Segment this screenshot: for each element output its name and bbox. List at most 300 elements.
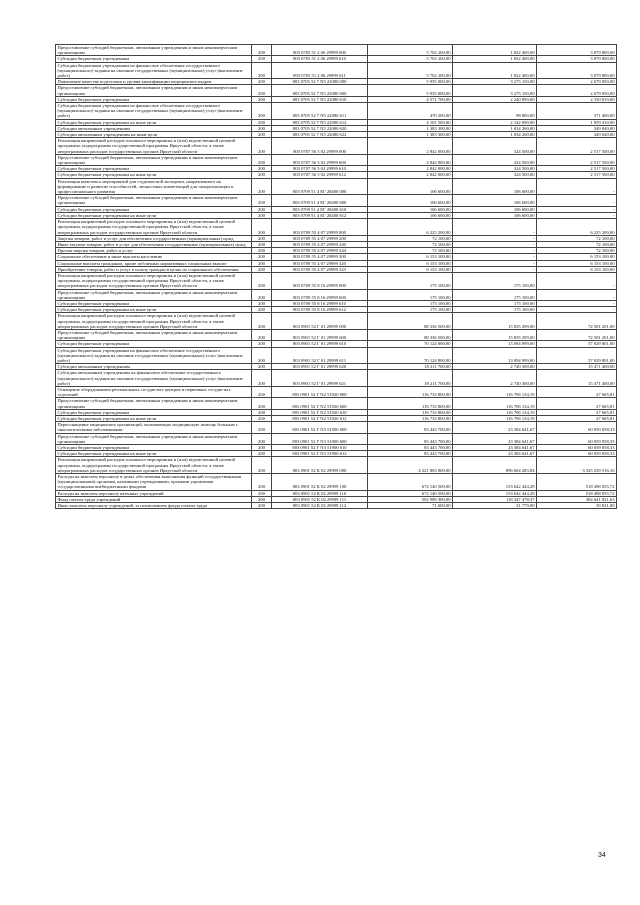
row-name-cell: Субсидии бюджетным учреждениям на иные цели [56, 307, 252, 313]
row-sum-remaining-cell: 72 100,00 [537, 235, 617, 241]
row-kbk-cell: 803 0707 56 5 02 29999 610 [272, 166, 368, 172]
row-name-cell: Предоставление субсидий бюджетным, автономным учреждениям и иным некоммерческим организациям [56, 154, 252, 165]
row-sum-remaining-cell: 60 059 058,33 [537, 445, 617, 451]
row-sum-executed-cell: 153 642 444,28 [453, 490, 537, 496]
table-row [56, 241, 617, 247]
row-sum-plan-cell: 175 100,00 [368, 289, 453, 300]
row-ved-cell: 200 [252, 206, 272, 212]
row-sum-executed-cell: 13 094 999,00 [453, 347, 537, 364]
table-row [56, 347, 617, 364]
table-row [56, 329, 617, 340]
row-sum-executed-cell: 175 100,00 [453, 307, 537, 313]
row-kbk-cell: 803 0705 51 2 06 29999 610 [272, 56, 368, 62]
row-ved-cell: 200 [252, 56, 272, 62]
row-sum-remaining-cell: - [537, 289, 617, 300]
row-ved-cell: 200 [252, 138, 272, 155]
table-row [56, 451, 617, 457]
row-sum-plan-cell: 672 140 500,00 [368, 474, 453, 491]
row-kbk-cell: 803 0705 52 7 N5 22080 000 [272, 79, 368, 85]
row-sum-remaining-cell: 27 665,81 [537, 409, 617, 415]
row-kbk-cell: 803 0705 52 7 N5 22080 610 [272, 96, 368, 102]
row-name-cell: Прочая закупка товаров, работ и услуг [56, 248, 252, 254]
row-name-cell: Субсидии бюджетным учреждениям на финансовое обеспечение государственного (муниципального) задания на оказание государственных (муниципальных) услуг (выполнение работ) [56, 62, 252, 79]
row-ved-cell: 200 [252, 416, 272, 422]
row-sum-plan-cell: 18 211 700,00 [368, 370, 453, 387]
row-sum-executed-cell: 106 600,00 [453, 206, 537, 212]
row-name-cell: Иные закупки товаров, работ и услуг для обеспечения государственных (муниципальных) нужд [56, 241, 252, 247]
row-name-cell: Предоставление субсидий бюджетным, автономным учреждениям и иным некоммерческим организациям [56, 289, 252, 300]
table-row [56, 103, 617, 120]
row-kbk-cell: 803 0707 56 5 02 29999 612 [272, 172, 368, 178]
row-sum-executed-cell: 1 822 400,00 [453, 56, 537, 62]
row-sum-plan-cell: 502 989 300,00 [368, 496, 453, 502]
row-sum-plan-cell: 4 101 500,00 [368, 119, 453, 125]
table-row [56, 307, 617, 313]
row-sum-plan-cell: 5 702 200,00 [368, 45, 453, 56]
row-name-cell: Субсидии автономным учреждениям [56, 125, 252, 131]
row-sum-plan-cell: 72 100,00 [368, 235, 453, 241]
row-sum-remaining-cell: 349 040,00 [537, 132, 617, 138]
row-sum-remaining-cell: 3 879 800,00 [537, 45, 617, 56]
row-sum-plan-cell: 116 733 800,00 [368, 398, 453, 409]
row-sum-plan-cell: 88 336 500,00 [368, 329, 453, 340]
row-name-cell: Предоставление субсидий бюджетным, автономным учреждениям и иным некоммерческим организациям [56, 45, 252, 56]
row-ved-cell: 200 [252, 457, 272, 474]
row-sum-executed-cell: 106 600,00 [453, 195, 537, 206]
row-kbk-cell: 803 0901 52 Г N2 51920 600 [272, 398, 368, 409]
row-sum-executed-cell: 175 100,00 [453, 300, 537, 306]
row-ved-cell: 200 [252, 409, 272, 415]
row-sum-remaining-cell: 57 029 801,00 [537, 347, 617, 364]
row-sum-remaining-cell: 57 029 801,00 [537, 341, 617, 347]
row-sum-plan-cell: 175 100,00 [368, 307, 453, 313]
row-sum-remaining-cell: 3 325 239 516,16 [537, 457, 617, 474]
row-sum-plan-cell: 5 702 200,00 [368, 56, 453, 62]
row-sum-executed-cell: 118 347 478,37 [453, 496, 537, 502]
row-sum-executed-cell: 98 800,00 [453, 103, 537, 120]
row-ved-cell: 200 [252, 347, 272, 364]
row-name-cell: Субсидии автономным учреждениям [56, 364, 252, 370]
row-sum-plan-cell: 6 153 100,00 [368, 260, 453, 266]
row-sum-executed-cell: 23 384 641,67 [453, 422, 537, 433]
row-sum-executed-cell: 324 500,00 [453, 172, 537, 178]
row-kbk-cell: 803 0901 52 К 02 29999 111 [272, 496, 368, 502]
table-row [56, 45, 617, 56]
row-ved-cell: 200 [252, 212, 272, 218]
table-row [56, 254, 617, 260]
row-sum-remaining-cell: 72 100,00 [537, 241, 617, 247]
row-sum-remaining-cell: 6 153 100,00 [537, 260, 617, 266]
row-ved-cell: 200 [252, 451, 272, 457]
row-name-cell: Предоставление субсидий бюджетным, автономным учреждениям и иным некоммерческим организациям [56, 433, 252, 444]
table-row [56, 313, 617, 330]
row-name-cell: Реализация направлений расходов основного мероприятия и (или) ведомственной целевой программы, подпрограммы государственной программы Иркутской области, а также непрограммных расходов государственных органов Иркутской области [56, 272, 252, 289]
table-row [56, 119, 617, 125]
row-sum-executed-cell: - [453, 241, 537, 247]
table-row [56, 178, 617, 195]
row-sum-plan-cell: 1 383 300,00 [368, 132, 453, 138]
budget-table [55, 44, 617, 509]
row-name-cell: Субсидии бюджетным учреждениям на иные цели [56, 212, 252, 218]
row-sum-remaining-cell: 3 879 800,00 [537, 56, 617, 62]
row-sum-plan-cell: 83 443 700,00 [368, 422, 453, 433]
row-ved-cell: 200 [252, 329, 272, 340]
row-sum-plan-cell: 106 600,00 [368, 206, 453, 212]
row-sum-executed-cell: 23 384 641,67 [453, 451, 537, 457]
table-row [56, 79, 617, 85]
row-name-cell: Субсидии автономным учреждениям на иные цели [56, 132, 252, 138]
row-sum-plan-cell: 72 100,00 [368, 248, 453, 254]
row-sum-executed-cell: 116 706 134,19 [453, 416, 537, 422]
row-sum-plan-cell: 6 225 200,00 [368, 219, 453, 236]
row-name-cell: Расходы на выплаты персоналу казенных учреждений [56, 490, 252, 496]
row-sum-executed-cell: 1 034 260,00 [453, 125, 537, 131]
row-ved-cell: 200 [252, 490, 272, 496]
row-sum-remaining-cell: 2 517 500,00 [537, 166, 617, 172]
row-name-cell: Субсидии автономным учреждениям на финансовое обеспечение государственного (муниципального) задания на оказание государственных (муниципальных) услуг (выполнение работ) [56, 370, 252, 387]
row-sum-remaining-cell: - [537, 212, 617, 218]
row-kbk-cell: 803 0705 51 2 06 29999 600 [272, 45, 368, 56]
row-name-cell: Реализация направлений расходов основного мероприятия и (или) ведомственной целевой программы, подпрограммы государственной программы Иркутской области, а также непрограммных расходов государственных органов Иркутской области [56, 313, 252, 330]
row-sum-plan-cell: 672 140 500,00 [368, 490, 453, 496]
row-name-cell: Субсидии бюджетным учреждениям [56, 300, 252, 306]
row-kbk-cell: 803 0709 55 4 07 29999 240 [272, 241, 368, 247]
row-sum-remaining-cell: 72 501 201,00 [537, 313, 617, 330]
row-name-cell: Иные выплаты персоналу учреждений, за исключением фонда оплаты труда [56, 503, 252, 509]
row-ved-cell: 200 [252, 178, 272, 195]
row-name-cell: Реализация направлений расходов основного мероприятия и (или) ведомственной целевой программы, подпрограммы государственной программы Иркутской области, а также непрограммных расходов государственных органов Иркутской области [56, 138, 252, 155]
row-name-cell: Субсидии бюджетным учреждениям [56, 166, 252, 172]
row-sum-plan-cell: 106 600,00 [368, 212, 453, 218]
row-kbk-cell: 803 0707 56 5 02 29999 000 [272, 138, 368, 155]
row-kbk-cell: 803 0901 52 Г 01 29999 600 [272, 329, 368, 340]
row-sum-executed-cell: 23 384 641,67 [453, 445, 537, 451]
row-name-cell: Повышение качества подготовки и уровня квалификации медицинских кадров [56, 79, 252, 85]
row-sum-plan-cell: 175 100,00 [368, 272, 453, 289]
page-number: 34 [598, 852, 606, 859]
row-ved-cell: 200 [252, 125, 272, 131]
row-ved-cell: 200 [252, 103, 272, 120]
row-kbk-cell: 803 0709 55 4 07 29999 320 [272, 260, 368, 266]
row-sum-executed-cell: - [453, 266, 537, 272]
row-kbk-cell: 803 0901 52 Г N3 51900 600 [272, 433, 368, 444]
row-sum-executed-cell: 15 835 299,00 [453, 329, 537, 340]
row-ved-cell: 200 [252, 496, 272, 502]
row-kbk-cell: 803 0705 52 7 N5 22080 611 [272, 103, 368, 120]
row-sum-plan-cell: 2 842 000,00 [368, 172, 453, 178]
row-sum-executed-cell: 324 500,00 [453, 166, 537, 172]
row-kbk-cell: 803 0901 52 Г 01 29999 610 [272, 341, 368, 347]
row-kbk-cell: 803 0709 51 4 EГ 28400 600 [272, 195, 368, 206]
row-kbk-cell: 803 0901 52 К 02 29999 112 [272, 503, 368, 509]
row-ved-cell: 200 [252, 241, 272, 247]
row-sum-executed-cell: 324 500,00 [453, 138, 537, 155]
row-sum-remaining-cell: 2 679 850,00 [537, 79, 617, 85]
row-sum-executed-cell: - [453, 248, 537, 254]
row-sum-plan-cell: 2 842 000,00 [368, 154, 453, 165]
row-sum-plan-cell: 5 955 000,00 [368, 85, 453, 96]
row-kbk-cell: 803 0709 55 8 16 29999 610 [272, 300, 368, 306]
row-sum-plan-cell: 70 124 800,00 [368, 341, 453, 347]
row-sum-remaining-cell: 15 471 400,00 [537, 370, 617, 387]
row-kbk-cell: 803 0705 51 2 06 29999 611 [272, 62, 368, 79]
row-name-cell: Реализация комплекса мероприятий для студенческой молодежи, направленного на формирование и развитие способностей, личностных компетенций для самореализации и профессионального развития [56, 178, 252, 195]
row-ved-cell: 200 [252, 300, 272, 306]
row-kbk-cell: 803 0705 52 7 N5 22080 612 [272, 119, 368, 125]
row-kbk-cell: 803 0901 52 Г N3 51900 612 [272, 451, 368, 457]
table-row [56, 490, 617, 496]
row-kbk-cell: 803 0901 52 Г N2 51920 612 [272, 416, 368, 422]
row-kbk-cell: 803 0901 52 Г N2 51920 610 [272, 409, 368, 415]
row-name-cell: Субсидии бюджетным учреждениям на иные цели [56, 119, 252, 125]
row-ved-cell: 200 [252, 45, 272, 56]
row-name-cell: Предоставление субсидий бюджетным, автономным учреждениям и иным некоммерческим организациям [56, 398, 252, 409]
row-sum-plan-cell: 83 443 700,00 [368, 451, 453, 457]
row-kbk-cell: 803 0709 51 4 EГ 28400 610 [272, 206, 368, 212]
row-sum-remaining-cell: 371 400,00 [537, 103, 617, 120]
row-name-cell: Субсидии бюджетным учреждениям на иные цели [56, 451, 252, 457]
row-sum-executed-cell: 116 706 134,19 [453, 386, 537, 397]
row-sum-remaining-cell: 72 501 201,00 [537, 329, 617, 340]
row-kbk-cell: 803 0707 56 5 02 29999 600 [272, 154, 368, 165]
row-name-cell: Субсидии бюджетным учреждениям [56, 206, 252, 212]
row-sum-executed-cell: 15 835 299,00 [453, 313, 537, 330]
row-sum-executed-cell: 1 034 260,00 [453, 132, 537, 138]
row-sum-plan-cell: 2 842 000,00 [368, 138, 453, 155]
table-row [56, 422, 617, 433]
row-name-cell: Субсидии бюджетным учреждениям на финансовое обеспечение государственного (муниципального) задания на оказание государственных (муниципальных) услуг (выполнение работ) [56, 347, 252, 364]
row-ved-cell: 200 [252, 154, 272, 165]
row-ved-cell: 200 [252, 364, 272, 370]
row-sum-remaining-cell: - [537, 195, 617, 206]
row-ved-cell: 200 [252, 386, 272, 397]
row-sum-remaining-cell: 15 471 400,00 [537, 364, 617, 370]
row-ved-cell: 200 [252, 422, 272, 433]
table-row [56, 370, 617, 387]
row-name-cell: Субсидии бюджетным учреждениям на иные цели [56, 172, 252, 178]
row-name-cell: Субсидии бюджетным учреждениям [56, 96, 252, 102]
row-kbk-cell: 803 0709 55 4 07 29999 323 [272, 266, 368, 272]
budget-table-page [55, 44, 616, 509]
row-sum-remaining-cell: - [537, 178, 617, 195]
row-kbk-cell: 803 0901 52 К 02 29999 100 [272, 474, 368, 491]
row-sum-plan-cell: 116 733 800,00 [368, 409, 453, 415]
table-row [56, 85, 617, 96]
row-sum-executed-cell: 13 094 999,00 [453, 341, 537, 347]
row-sum-executed-cell: 106 600,00 [453, 212, 537, 218]
row-ved-cell: 200 [252, 433, 272, 444]
row-sum-plan-cell: 175 100,00 [368, 300, 453, 306]
row-name-cell: Предоставление субсидий бюджетным, автономным учреждениям и иным некоммерческим организациям [56, 195, 252, 206]
row-sum-plan-cell: 4 571 700,00 [368, 96, 453, 102]
table-row [56, 503, 617, 509]
row-kbk-cell: 803 0901 52 К 02 29999 110 [272, 490, 368, 496]
row-kbk-cell: 803 0709 55 8 16 29999 612 [272, 307, 368, 313]
row-sum-executed-cell: - [453, 260, 537, 266]
row-ved-cell: 200 [252, 289, 272, 300]
row-name-cell: Субсидии бюджетным учреждениям на иные цели [56, 416, 252, 422]
row-sum-remaining-cell: 72 100,00 [537, 248, 617, 254]
row-sum-remaining-cell: - [537, 300, 617, 306]
row-kbk-cell: 803 0709 55 4 07 29999 000 [272, 219, 368, 236]
row-sum-remaining-cell: 60 059 058,33 [537, 451, 617, 457]
row-kbk-cell: 803 0901 52 Г 01 29999 000 [272, 313, 368, 330]
row-name-cell: Предоставление субсидий бюджетным, автономным учреждениям и иным некоммерческим организациям [56, 329, 252, 340]
row-name-cell: Переоснащение медицинских организаций, оказывающих медицинскую помощь больным с онкологическими заболеваниями [56, 422, 252, 433]
row-sum-remaining-cell: 6 225 200,00 [537, 219, 617, 236]
row-sum-remaining-cell: 6 153 100,00 [537, 254, 617, 260]
table-row [56, 195, 617, 206]
row-sum-executed-cell: - [453, 235, 537, 241]
row-sum-plan-cell: 470 200,00 [368, 103, 453, 120]
row-sum-executed-cell: 116 706 134,19 [453, 409, 537, 415]
row-ved-cell: 200 [252, 219, 272, 236]
row-sum-plan-cell: 83 443 700,00 [368, 445, 453, 451]
row-sum-executed-cell: 31 779,00 [453, 503, 537, 509]
row-ved-cell: 200 [252, 474, 272, 491]
row-sum-remaining-cell: - [537, 307, 617, 313]
row-ved-cell: 200 [252, 248, 272, 254]
row-ved-cell: 200 [252, 266, 272, 272]
row-ved-cell: 200 [252, 119, 272, 125]
row-sum-executed-cell: 2 740 300,00 [453, 364, 537, 370]
row-sum-remaining-cell: 384 641 821,63 [537, 496, 617, 502]
row-sum-plan-cell: 6 153 100,00 [368, 266, 453, 272]
table-row [56, 289, 617, 300]
row-sum-remaining-cell: 27 665,81 [537, 386, 617, 397]
row-kbk-cell: 803 0709 55 4 07 29999 300 [272, 254, 368, 260]
row-sum-remaining-cell: 60 059 058,33 [537, 433, 617, 444]
table-row [56, 62, 617, 79]
row-sum-remaining-cell: 27 665,81 [537, 398, 617, 409]
row-sum-executed-cell: 2 142 090,00 [453, 119, 537, 125]
row-name-cell: Социальное обеспечение и иные выплаты населению [56, 254, 252, 260]
row-sum-executed-cell: 3 275 150,00 [453, 79, 537, 85]
row-sum-remaining-cell: 6 153 100,00 [537, 266, 617, 272]
table-row [56, 260, 617, 266]
row-sum-remaining-cell: 2 679 850,00 [537, 85, 617, 96]
row-sum-remaining-cell: 60 059 058,33 [537, 422, 617, 433]
row-sum-plan-cell: 106 600,00 [368, 178, 453, 195]
row-kbk-cell: 803 0901 52 Г 01 29999 620 [272, 364, 368, 370]
row-kbk-cell: 803 0709 51 4 EГ 28400 612 [272, 212, 368, 218]
table-row [56, 398, 617, 409]
row-sum-plan-cell: 5 702 200,00 [368, 62, 453, 79]
row-sum-plan-cell: 70 124 800,00 [368, 347, 453, 364]
row-kbk-cell: 803 0709 55 4 07 29999 200 [272, 235, 368, 241]
row-sum-plan-cell: 5 955 000,00 [368, 79, 453, 85]
row-sum-remaining-cell: 27 665,81 [537, 416, 617, 422]
row-sum-executed-cell: 896 604 283,84 [453, 457, 537, 474]
row-sum-remaining-cell: 518 498 055,72 [537, 490, 617, 496]
row-name-cell: Субсидии бюджетным учреждениям [56, 341, 252, 347]
row-kbk-cell: 803 0901 52 Г N3 51900 000 [272, 422, 368, 433]
table-row [56, 235, 617, 241]
row-sum-executed-cell: - [453, 254, 537, 260]
row-sum-executed-cell: - [453, 219, 537, 236]
table-row [56, 212, 617, 218]
row-kbk-cell: 803 0709 55 8 16 29999 000 [272, 272, 368, 289]
row-ved-cell: 200 [252, 398, 272, 409]
row-sum-executed-cell: 1 822 400,00 [453, 45, 537, 56]
row-ved-cell: 200 [252, 172, 272, 178]
row-ved-cell: 200 [252, 341, 272, 347]
table-row [56, 457, 617, 474]
row-kbk-cell: 803 0705 52 7 N5 22080 600 [272, 85, 368, 96]
row-sum-executed-cell: 2 240 890,00 [453, 96, 537, 102]
row-sum-remaining-cell: 1 959 410,00 [537, 119, 617, 125]
row-ved-cell: 200 [252, 272, 272, 289]
row-name-cell: Субсидии бюджетным учреждениям [56, 409, 252, 415]
table-row [56, 154, 617, 165]
row-name-cell: Субсидии бюджетным учреждениям на финансовое обеспечение государственного (муниципального) задания на оказание государственных (муниципальных) услуг (выполнение работ) [56, 103, 252, 120]
row-sum-plan-cell: 116 733 800,00 [368, 416, 453, 422]
row-ved-cell: 200 [252, 96, 272, 102]
row-sum-remaining-cell: 2 517 500,00 [537, 172, 617, 178]
row-sum-remaining-cell: 39 821,00 [537, 503, 617, 509]
row-sum-remaining-cell: 518 498 055,72 [537, 474, 617, 491]
row-ved-cell: 200 [252, 132, 272, 138]
row-sum-executed-cell: 116 706 134,19 [453, 398, 537, 409]
row-sum-remaining-cell: 2 517 500,00 [537, 138, 617, 155]
table-row [56, 219, 617, 236]
row-kbk-cell: 803 0901 52 Г 01 29999 621 [272, 370, 368, 387]
row-sum-plan-cell: 6 153 100,00 [368, 254, 453, 260]
table-row [56, 474, 617, 491]
row-kbk-cell: 803 0709 51 4 EГ 28400 000 [272, 178, 368, 195]
row-sum-remaining-cell: - [537, 206, 617, 212]
table-row [56, 172, 617, 178]
row-name-cell: Приобретение товаров, работ и услуг в пользу граждан в целях их социального обеспечения [56, 266, 252, 272]
row-sum-plan-cell: 88 336 500,00 [368, 313, 453, 330]
table-row [56, 433, 617, 444]
row-sum-plan-cell: 116 733 800,00 [368, 386, 453, 397]
row-sum-remaining-cell: - [537, 272, 617, 289]
row-name-cell: Социальные выплаты гражданам, кроме публичных нормативных социальных выплат [56, 260, 252, 266]
row-name-cell: Реализация направлений расходов основного мероприятия и (или) ведомственной целевой программы, подпрограммы государственной программы Иркутской области, а также непрограммных расходов государственных органов Иркутской области [56, 219, 252, 236]
row-sum-plan-cell: 83 443 700,00 [368, 433, 453, 444]
row-sum-remaining-cell: 349 040,00 [537, 125, 617, 131]
row-kbk-cell: 803 0709 55 8 16 29999 600 [272, 289, 368, 300]
row-ved-cell: 200 [252, 166, 272, 172]
row-name-cell: Субсидии бюджетным учреждениям [56, 56, 252, 62]
table-body [56, 45, 617, 509]
row-sum-executed-cell: 2 740 300,00 [453, 370, 537, 387]
row-name-cell: Фонд оплаты труда учреждений [56, 496, 252, 502]
row-name-cell: Закупка товаров, работ и услуг для обеспечения государственных (муниципальных) нужд [56, 235, 252, 241]
row-sum-executed-cell: 175 100,00 [453, 272, 537, 289]
row-kbk-cell: 803 0705 52 7 N5 22080 620 [272, 125, 368, 131]
row-sum-plan-cell: 2 842 000,00 [368, 166, 453, 172]
row-kbk-cell: 803 0705 52 7 N5 22080 622 [272, 132, 368, 138]
row-kbk-cell: 803 0901 52 К 02 29999 000 [272, 457, 368, 474]
row-ved-cell: 200 [252, 445, 272, 451]
row-sum-executed-cell: 153 642 444,28 [453, 474, 537, 491]
row-ved-cell: 200 [252, 254, 272, 260]
row-sum-executed-cell: 106 600,00 [453, 178, 537, 195]
row-ved-cell: 200 [252, 79, 272, 85]
row-sum-executed-cell: 1 822 400,00 [453, 62, 537, 79]
row-ved-cell: 200 [252, 260, 272, 266]
table-row [56, 132, 617, 138]
row-ved-cell: 200 [252, 235, 272, 241]
table-row [56, 266, 617, 272]
row-name-cell: Субсидии бюджетным учреждениям [56, 445, 252, 451]
table-row [56, 386, 617, 397]
row-kbk-cell: 803 0709 55 4 07 29999 244 [272, 248, 368, 254]
table-row [56, 138, 617, 155]
row-ved-cell: 200 [252, 307, 272, 313]
